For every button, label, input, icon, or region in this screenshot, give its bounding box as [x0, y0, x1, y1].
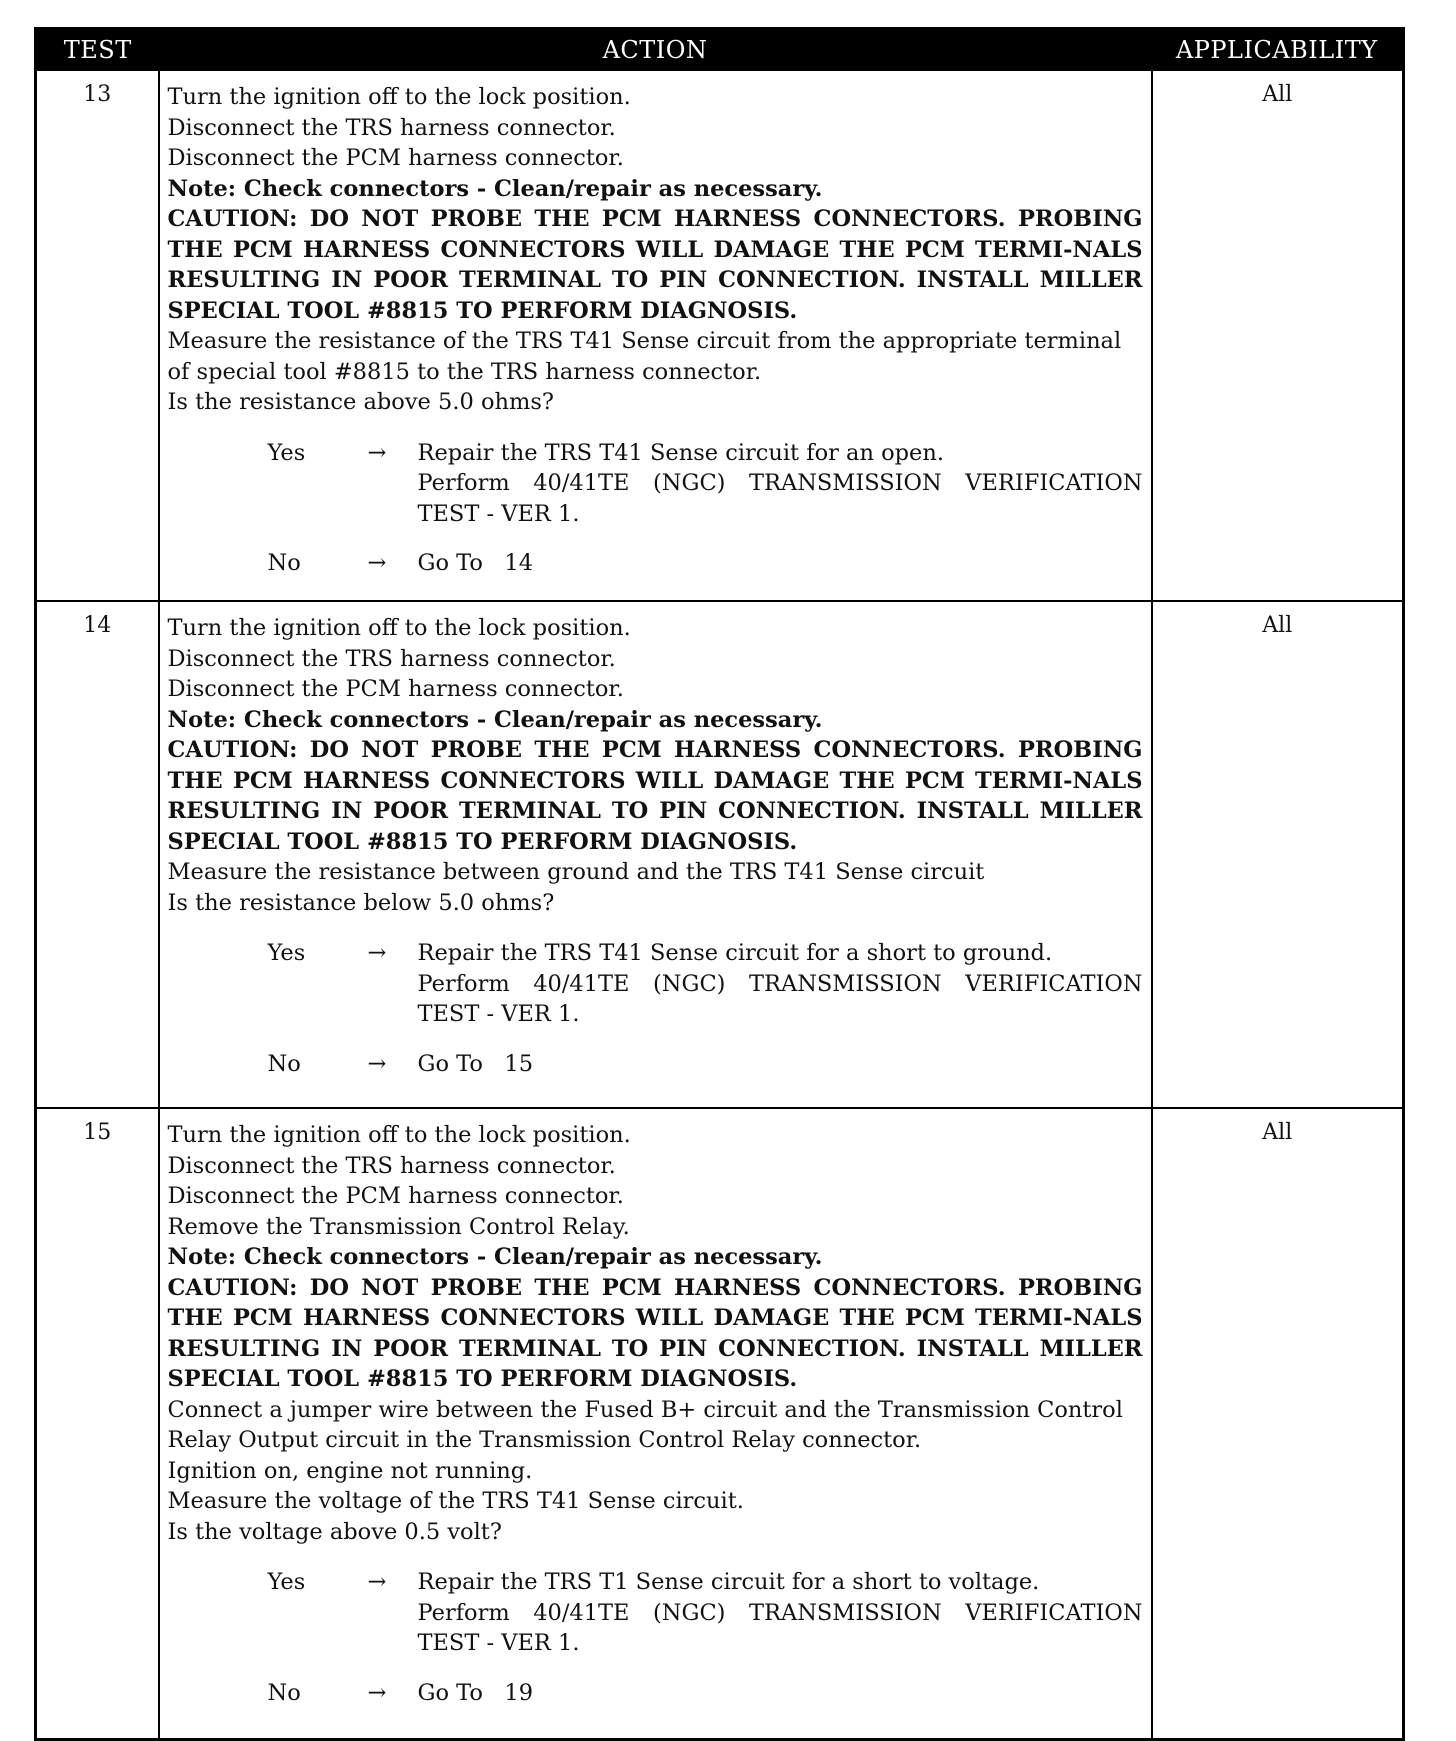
- applicability-value: All: [1152, 1108, 1404, 1740]
- step-text: Disconnect the TRS harness connector.: [167, 645, 616, 672]
- arrow-icon: →: [367, 1569, 387, 1595]
- step-text: Disconnect the PCM harness connector.: [167, 676, 624, 702]
- applicability-value: All: [1152, 70, 1404, 601]
- applicability-value: All: [1152, 601, 1404, 1108]
- yes-repair-text: Repair the TRS T1 Sense circuit for a short to voltage.: [417, 1569, 1040, 1595]
- goto-text: Go To 19: [417, 1679, 534, 1706]
- caution-text: CAUTION: DO NOT PROBE THE PCM HARNESS CONNECTORS. PROBING THE PCM HARNESS CONNECTORS WILL DAMAGE THE PCM TERMI-NALS RESULTING IN POOR TERMINAL TO PIN CONNECTION. INSTALL MILLER SPECIAL TOOL #8815 TO PERFORM DIAGNOSIS.: [167, 1274, 1143, 1392]
- step-text: Disconnect the TRS harness connector.: [167, 1152, 616, 1179]
- no-label: No: [267, 1679, 301, 1706]
- step-text: Turn the ignition off to the lock position.: [167, 1122, 631, 1148]
- yes-perform-text-2: TEST - VER 1.: [417, 1630, 580, 1656]
- step-text: Disconnect the PCM harness connector.: [167, 145, 624, 171]
- measure-text: Is the resistance above 5.0 ohms?: [167, 389, 554, 415]
- step-text: Turn the ignition off to the lock position.: [167, 84, 631, 110]
- yes-result: [268, 438, 1143, 530]
- table-row: [36, 70, 1404, 601]
- arrow-icon: →: [367, 940, 387, 966]
- table-row: [36, 1108, 1404, 1740]
- step-text: Turn the ignition off to the lock position.: [167, 615, 631, 641]
- step-text: Disconnect the PCM harness connector.: [167, 1183, 624, 1209]
- diagnostic-sheet: [34, 27, 1402, 1741]
- yes-result: [268, 938, 1143, 1030]
- goto-text: Go To 14: [417, 550, 534, 576]
- measure-text: Is the voltage above 0.5 volt?: [167, 1518, 502, 1545]
- yes-perform-text: Perform 40/41TE (NGC) TRANSMISSION VERIFICATION: [417, 1599, 1143, 1626]
- step-text: Disconnect the TRS harness connector.: [167, 114, 616, 141]
- no-result: [268, 548, 1143, 579]
- header-applicability: APPLICABILITY: [1152, 29, 1404, 71]
- measure-text: Ignition on, engine not running.: [167, 1457, 533, 1484]
- measure-text: Measure the resistance between ground and the TRS T41 Sense circuit: [167, 859, 985, 885]
- action-cell: [159, 70, 1152, 601]
- yes-label: Yes: [267, 1569, 306, 1595]
- action-cell: [159, 601, 1152, 1108]
- arrow-icon: →: [367, 550, 387, 576]
- yes-label: Yes: [267, 940, 306, 966]
- yes-repair-text: Repair the TRS T41 Sense circuit for an open.: [417, 439, 944, 466]
- arrow-icon: →: [367, 439, 387, 466]
- measure-text: of special tool #8815 to the TRS harness connector.: [167, 358, 762, 385]
- test-number: 15: [36, 1108, 159, 1740]
- measure-text: Measure the resistance of the TRS T41 Sense circuit from the appropriate terminal: [167, 328, 1122, 354]
- yes-perform-text-2: TEST - VER 1.: [417, 500, 580, 527]
- no-label: No: [267, 550, 301, 576]
- header-action: ACTION: [159, 29, 1152, 71]
- goto-text: Go To 15: [417, 1050, 534, 1077]
- caution-text: CAUTION: DO NOT PROBE THE PCM HARNESS CONNECTORS. PROBING THE PCM HARNESS CONNECTORS WILL DAMAGE THE PCM TERMI-NALS RESULTING IN POOR TERMINAL TO PIN CONNECTION. INSTALL MILLER SPECIAL TOOL #8815 TO PERFORM DIAGNOSIS.: [167, 206, 1143, 324]
- arrow-icon: →: [367, 1050, 387, 1077]
- table-row: [36, 601, 1404, 1108]
- header-test: TEST: [36, 29, 159, 71]
- no-result: [268, 1049, 1143, 1080]
- action-cell: [159, 1108, 1152, 1740]
- measure-text: Measure the voltage of the TRS T41 Sense circuit.: [167, 1488, 744, 1514]
- yes-label: Yes: [267, 439, 306, 466]
- no-result: [268, 1678, 1143, 1709]
- yes-repair-text: Repair the TRS T41 Sense circuit for a short to ground.: [417, 940, 1053, 966]
- test-number: 14: [36, 601, 159, 1108]
- no-label: No: [267, 1050, 301, 1077]
- note-text: Note: Check connectors - Clean/repair as necessary.: [167, 1244, 823, 1270]
- note-text: Note: Check connectors - Clean/repair as necessary.: [167, 706, 823, 733]
- yes-result: [268, 1567, 1143, 1659]
- yes-perform-text-2: TEST - VER 1.: [417, 1001, 580, 1027]
- measure-text: Relay Output circuit in the Transmission Control Relay connector.: [167, 1427, 922, 1453]
- yes-perform-text: Perform 40/41TE (NGC) TRANSMISSION VERIFICATION: [417, 470, 1143, 496]
- measure-text: Connect a jumper wire between the Fused B+ circuit and the Transmission Control: [167, 1396, 1123, 1423]
- table-header-row: [36, 29, 1404, 71]
- note-text: Note: Check connectors - Clean/repair as necessary.: [167, 175, 823, 202]
- yes-perform-text: Perform 40/41TE (NGC) TRANSMISSION VERIFICATION: [417, 970, 1143, 997]
- step-text: Remove the Transmission Control Relay.: [167, 1213, 630, 1240]
- caution-text: CAUTION: DO NOT PROBE THE PCM HARNESS CONNECTORS. PROBING THE PCM HARNESS CONNECTORS WILL DAMAGE THE PCM TERMI-NALS RESULTING IN POOR TERMINAL TO PIN CONNECTION. INSTALL MILLER SPECIAL TOOL #8815 TO PERFORM DIAGNOSIS.: [167, 737, 1143, 855]
- test-number: 13: [36, 70, 159, 601]
- arrow-icon: →: [367, 1679, 387, 1706]
- diagnostic-table: [34, 27, 1405, 1741]
- measure-text: Is the resistance below 5.0 ohms?: [167, 889, 555, 916]
